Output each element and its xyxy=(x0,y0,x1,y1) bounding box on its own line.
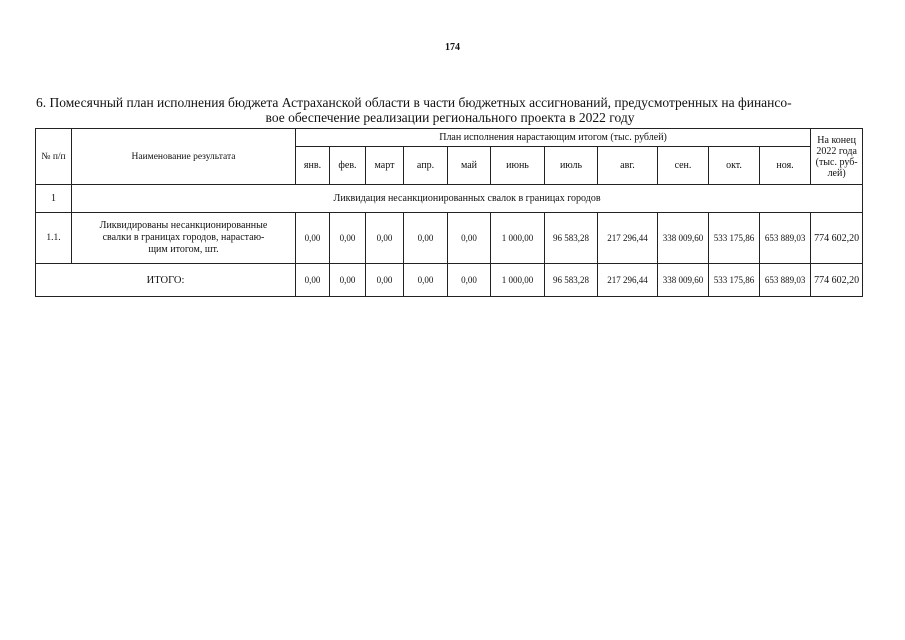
month-header: май xyxy=(448,147,491,185)
col-name-header: Наименование результата xyxy=(72,129,296,185)
end-header-line: На конец xyxy=(817,134,856,146)
section-number: 1 xyxy=(36,185,72,213)
item-value: 0,00 xyxy=(366,213,404,264)
end-header-line: 2022 года xyxy=(816,145,857,157)
total-row xyxy=(36,264,863,297)
total-value: 217 296,44 xyxy=(598,264,658,297)
total-value: 0,00 xyxy=(448,264,491,297)
item-value: 338 009,60 xyxy=(658,213,709,264)
item-name-line: щим итогом, шт. xyxy=(148,244,219,255)
item-end-value: 774 602,20 xyxy=(811,213,863,264)
item-value: 0,00 xyxy=(404,213,448,264)
total-value: 338 009,60 xyxy=(658,264,709,297)
month-header: март xyxy=(366,147,404,185)
end-header-line: лей) xyxy=(827,167,846,179)
title-line-2: вое обеспечение реализации регионального проекта в 2022 году xyxy=(265,110,635,125)
table-row xyxy=(36,213,863,264)
month-header: фев. xyxy=(330,147,366,185)
month-header: янв. xyxy=(296,147,330,185)
month-header: июль xyxy=(545,147,598,185)
section-row xyxy=(36,185,863,213)
item-value: 653 889,03 xyxy=(760,213,811,264)
total-value: 533 175,86 xyxy=(709,264,760,297)
item-value: 0,00 xyxy=(330,213,366,264)
section-title: Ликвидация несанкционированных свалок в границах городов xyxy=(72,185,863,213)
month-header: сен. xyxy=(658,147,709,185)
total-value: 0,00 xyxy=(330,264,366,297)
total-value: 0,00 xyxy=(404,264,448,297)
header-row-top xyxy=(36,129,863,147)
item-value: 0,00 xyxy=(296,213,330,264)
month-header: ноя. xyxy=(760,147,811,185)
total-value: 0,00 xyxy=(296,264,330,297)
total-value: 653 889,03 xyxy=(760,264,811,297)
month-header: апр. xyxy=(404,147,448,185)
item-number: 1.1. xyxy=(36,213,72,264)
item-name xyxy=(72,213,296,264)
month-header: июнь xyxy=(491,147,545,185)
budget-plan-table xyxy=(35,128,863,297)
document-title xyxy=(36,95,864,125)
item-name-line: Ликвидированы несанкционированные xyxy=(99,220,268,231)
total-end-value: 774 602,20 xyxy=(811,264,863,297)
item-value: 96 583,28 xyxy=(545,213,598,264)
end-of-year-header xyxy=(811,129,863,185)
item-value: 217 296,44 xyxy=(598,213,658,264)
month-header: окт. xyxy=(709,147,760,185)
item-value: 1 000,00 xyxy=(491,213,545,264)
month-header: авг. xyxy=(598,147,658,185)
page-number: 174 xyxy=(445,42,460,53)
end-header-line: (тыс. руб- xyxy=(815,156,858,168)
total-label: ИТОГО: xyxy=(36,264,296,297)
item-name-line: свалки в границах городов, нарастаю- xyxy=(102,232,265,243)
plan-header: План исполнения нарастающим итогом (тыс. рублей) xyxy=(296,129,811,147)
total-value: 0,00 xyxy=(366,264,404,297)
col-number-header: № п/п xyxy=(36,129,72,185)
total-value: 96 583,28 xyxy=(545,264,598,297)
item-value: 533 175,86 xyxy=(709,213,760,264)
item-value: 0,00 xyxy=(448,213,491,264)
title-line-1: 6. Помесячный план исполнения бюджета Астраханской области в части бюджетных ассигнований, предусмотренных на финансо- xyxy=(36,95,792,110)
total-value: 1 000,00 xyxy=(491,264,545,297)
